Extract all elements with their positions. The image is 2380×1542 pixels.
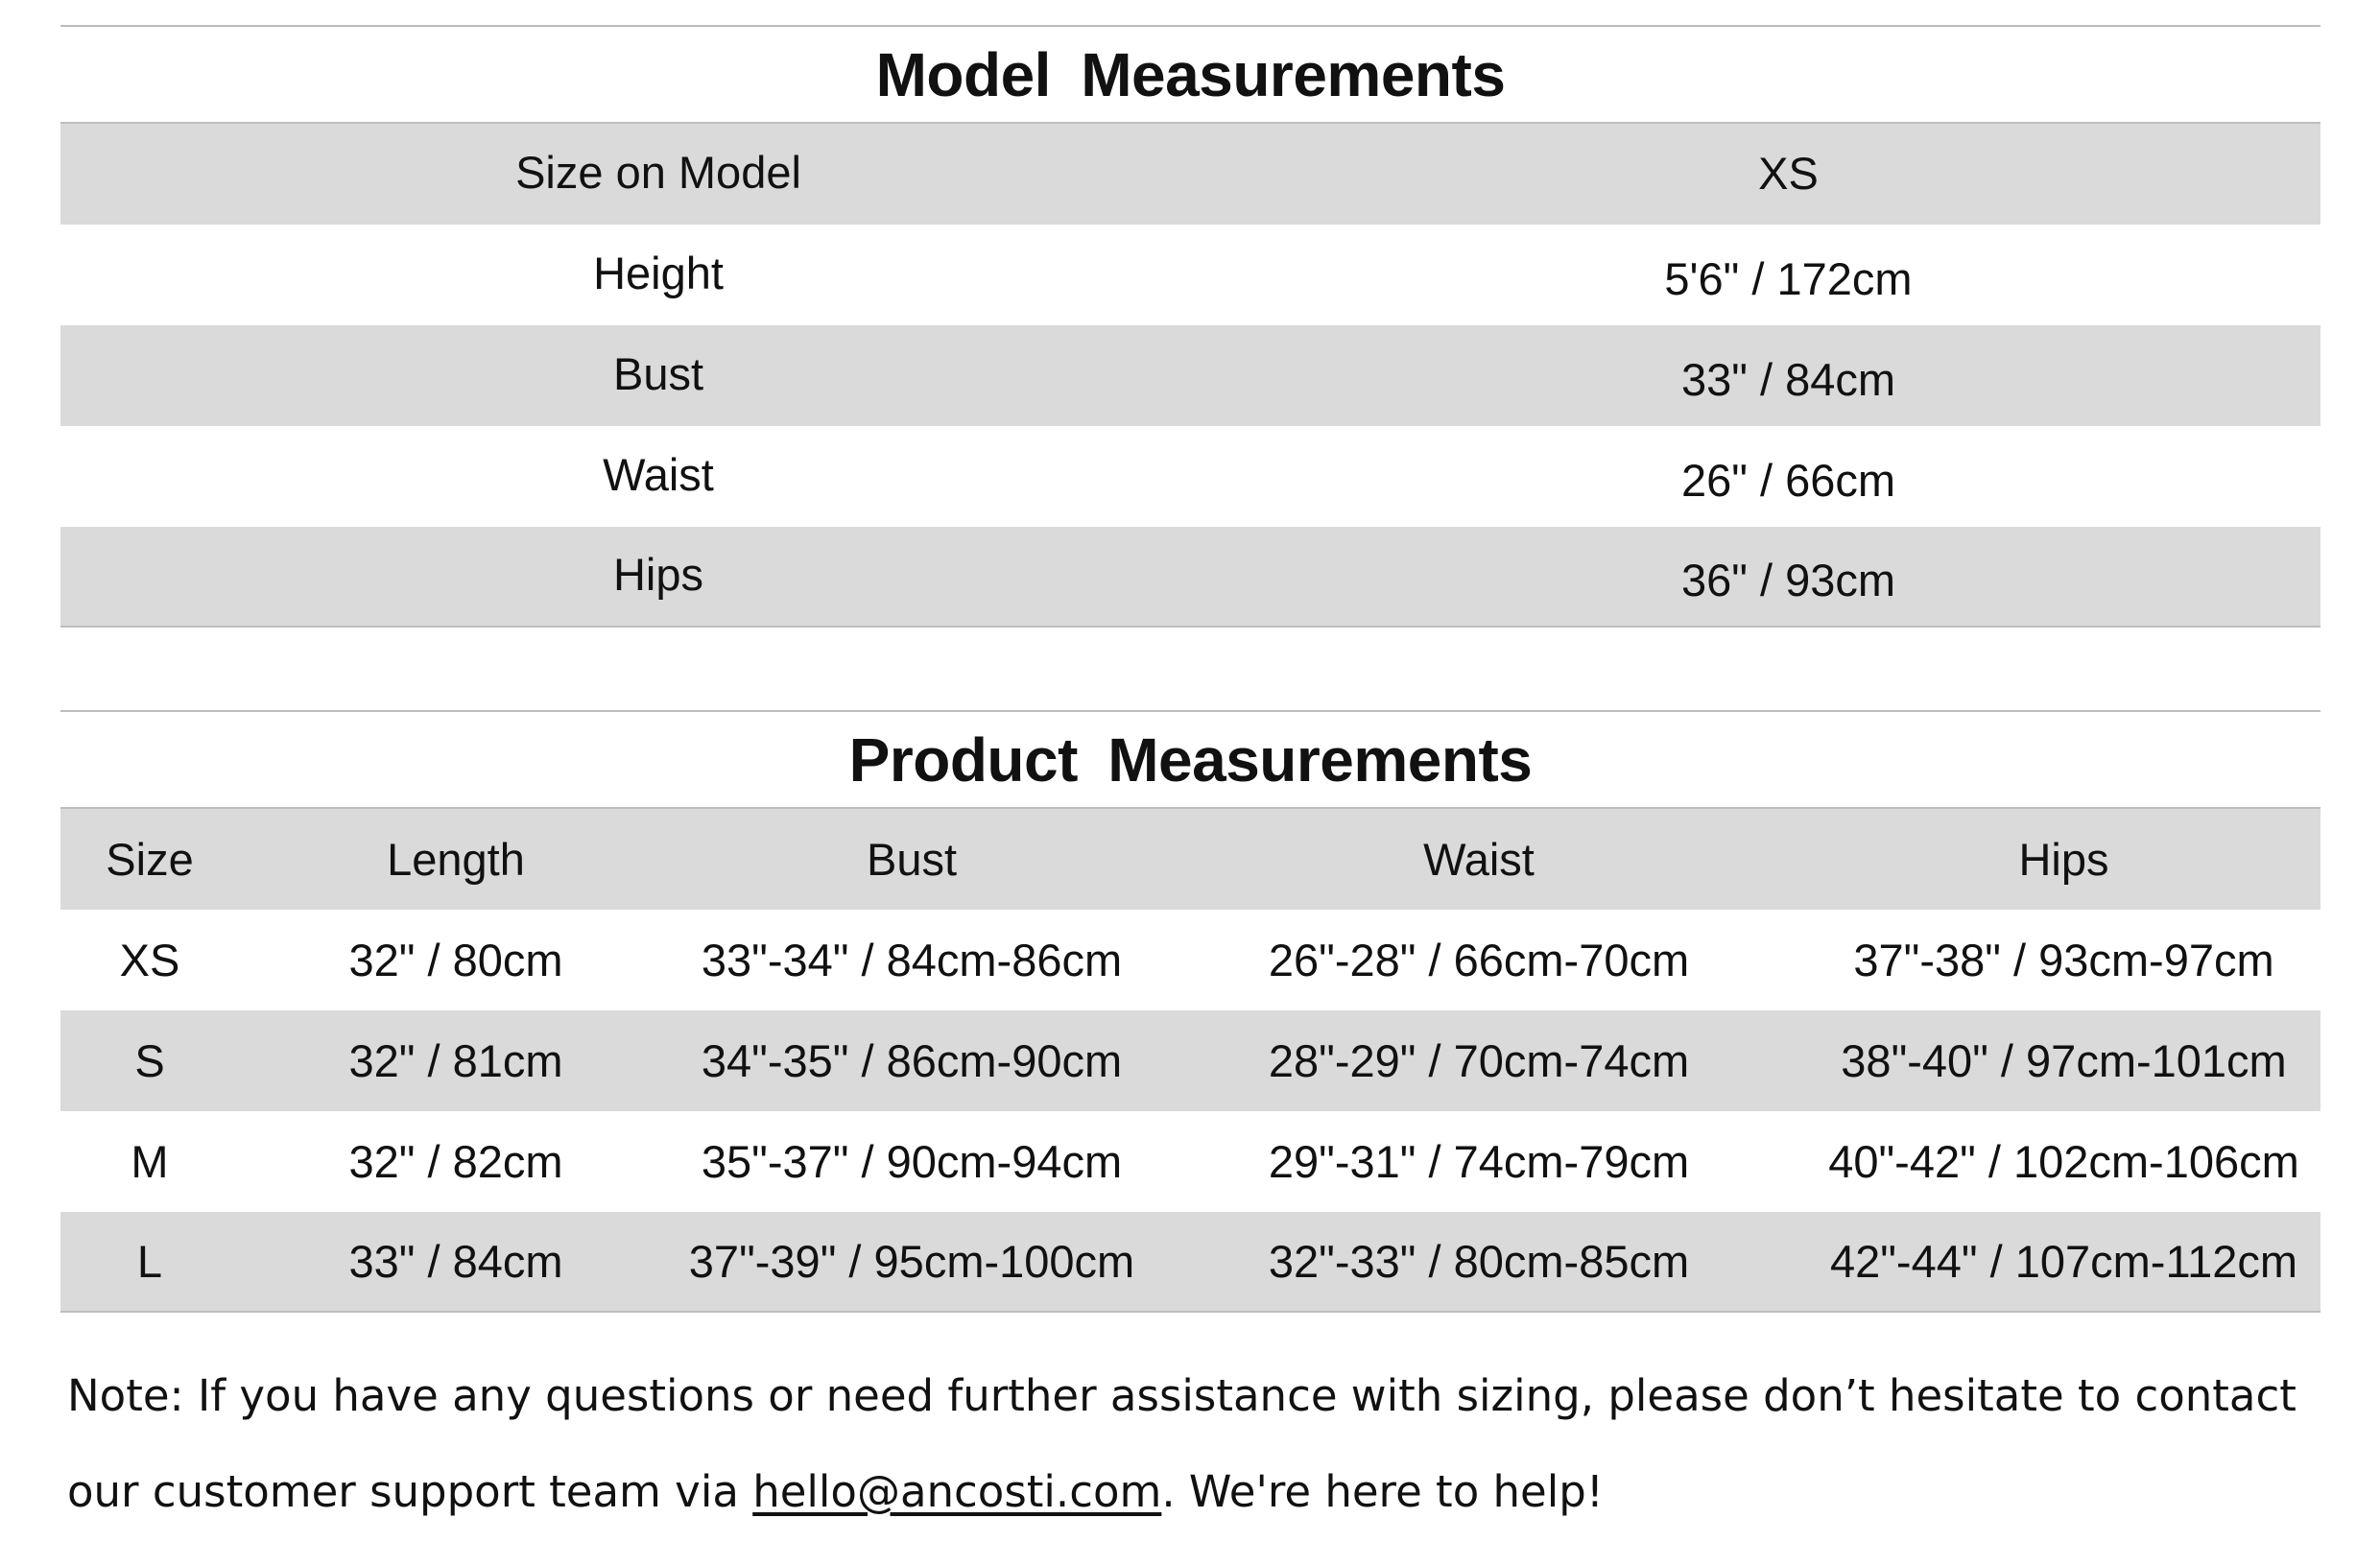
model-label: Hips [612,549,704,600]
model-label: Waist [603,449,714,500]
product-header-row [60,809,2320,910]
model-value: 5'6" / 172cm [1664,253,1913,304]
column-header-hips: Hips [2018,834,2109,885]
length-cell: 32" / 80cm [348,935,563,985]
model-row-hips [60,527,2320,628]
model-row-size [60,124,2320,225]
waist-cell: 29"-31" / 74cm-79cm [1268,1136,1690,1187]
table-row [60,910,2320,1010]
model-value: 36" / 93cm [1680,555,1896,605]
product-measurements-title: Product Measurements [848,724,1533,795]
support-email-link[interactable]: hello@ancosti.com [752,1466,1162,1517]
table-row [60,1212,2320,1313]
waist-cell: 32"-33" / 80cm-85cm [1268,1236,1690,1287]
product-measurements-table [60,710,2320,1313]
length-cell: 32" / 81cm [348,1035,563,1086]
model-measurements-table [60,25,2320,628]
model-row-waist [60,426,2320,527]
bust-cell: 33"-34" / 84cm-86cm [701,935,1123,985]
model-label: Bust [612,348,704,399]
size-cell: S [134,1035,165,1086]
hips-cell: 40"-42" / 102cm-106cm [1828,1136,2299,1187]
size-cell: L [136,1236,163,1287]
table-row [60,1010,2320,1111]
hips-cell: 42"-44" / 107cm-112cm [1829,1236,2298,1287]
note-line-2-after: . We're here to help! [1161,1466,1604,1517]
model-value: 26" / 66cm [1680,455,1896,506]
table-row [60,1111,2320,1212]
note-line-1: Note: If you have any questions or need further assistance with sizing, please don’t hesitate to contact [67,1370,2297,1421]
hips-cell: 37"-38" / 93cm-97cm [1853,935,2274,985]
waist-cell: 28"-29" / 70cm-74cm [1268,1035,1690,1086]
column-header-length: Length [387,834,525,885]
model-label: Size on Model [515,147,801,198]
waist-cell: 26"-28" / 66cm-70cm [1268,935,1690,985]
model-row-height [60,225,2320,325]
model-label: Height [593,248,724,298]
model-row-bust [60,325,2320,426]
column-header-bust: Bust [866,834,958,885]
model-value: XS [1758,148,1819,199]
column-header-waist: Waist [1423,834,1535,885]
length-cell: 33" / 84cm [348,1236,563,1287]
size-cell: XS [119,935,180,985]
hips-cell: 38"-40" / 97cm-101cm [1841,1035,2287,1086]
sizing-note [67,1348,2332,1540]
length-cell: 32" / 82cm [348,1136,563,1187]
bust-cell: 34"-35" / 86cm-90cm [701,1035,1123,1086]
model-value: 33" / 84cm [1680,354,1896,405]
size-cell: M [131,1136,169,1187]
column-header-size: Size [106,834,194,885]
bust-cell: 37"-39" / 95cm-100cm [688,1236,1135,1287]
model-title-row [60,25,2320,124]
note-line-2-before: our customer support team via [67,1466,753,1517]
bust-cell: 35"-37" / 90cm-94cm [701,1136,1123,1187]
product-title-row [60,710,2320,809]
note-line-2 [67,1444,2332,1540]
model-measurements-title: Model Measurements [875,39,1506,109]
